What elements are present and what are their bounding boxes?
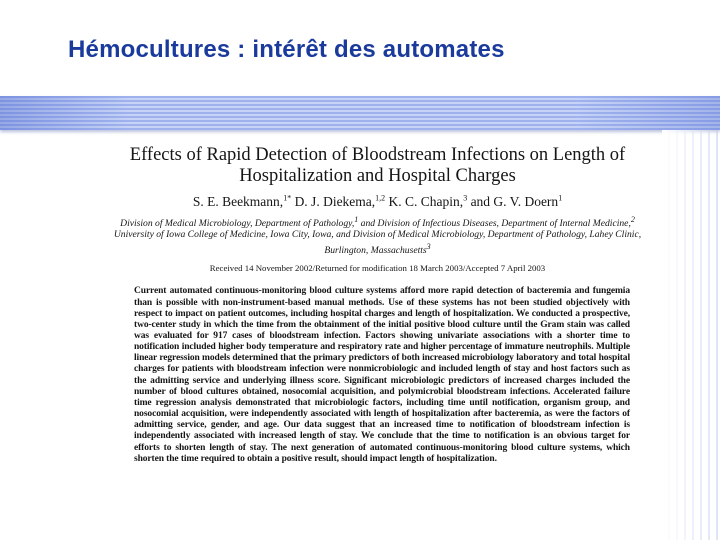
article-authors bbox=[105, 193, 650, 210]
article-scan bbox=[105, 145, 650, 505]
author: K. C. Chapin,$^3$ bbox=[388, 193, 468, 209]
author: and G. V. Doern$^1$ bbox=[470, 193, 563, 209]
slide-title: Hémocultures : intérêt des automates bbox=[68, 36, 505, 63]
author: D. J. Diekema,$^{1,2}$ bbox=[294, 193, 386, 209]
article-received-dates: Received 14 November 2002/Returned for modification 18 March 2003/Accepted 7 April 2003 bbox=[209, 263, 546, 274]
article-title: Effects of Rapid Detection of Bloodstream Infections on Length of Hospitalization and Hospital Charges bbox=[129, 145, 626, 186]
decorative-side-stripes bbox=[662, 130, 720, 540]
decorative-stripe-band bbox=[0, 96, 720, 130]
article-abstract: Current automated continuous-monitoring blood culture systems afford more rapid detection of bacteremia and fungemia than is possible with non-instrument-based manual methods. Use of these systems has not been studied objectively with respect to impact on patient outcomes, including hospital charges and length of hospitalization. We conducted a prospective, two-center study in which the time from the obtainment of the initial positive blood culture until the Gram stain was called was evaluated for 917 cases of bloodstream infection. Factors showing univariate associations with a shorter time to notification included higher body temperature and respiratory rate and higher percentage of immature neutrophils. Multiple linear regression models determined that the primary predictors of both increased microbiology laboratory and total hospital charges for patients with bloodstream infection were nonmicrobiologic and included length of stay and host factors such as the admitting service and underlying illness score. Significant microbiologic predictors of increased charges included the number of blood cultures obtained, nosocomial acquisition, and polymicrobial bloodstream infections. Accelerated failure time regression analysis demonstrated that microbiologic factors, including time until notification, organism group, and nosocomial acquisition, were independently associated with length of hospitalization after bacteremia, as were the factors of admitting service, gender, and age. Our data suggest that an increased time to notification of bloodstream infection is independently associated with increased length of stay. We conclude that the time to notification is an obvious target for efforts to shorten length of stay. The next generation of automated continuous-monitoring blood culture systems, which shorten the time required to obtain a positive result, should impact length of hospitalization. bbox=[134, 286, 630, 464]
article-affiliations: Division of Medical Microbiology, Department of Pathology,$^1$ and Division of Infectious Diseases, Department of Internal Medicine,$^2$ University of Iowa College of Medicine, Iowa City, Iowa, and Division of Medical Microbiology, Department of Pathology, Lahey Clinic, Burlington, Massachusetts$^3$ bbox=[113, 214, 642, 256]
author: S. E. Beekmann,$^{1*}$ bbox=[192, 193, 292, 209]
